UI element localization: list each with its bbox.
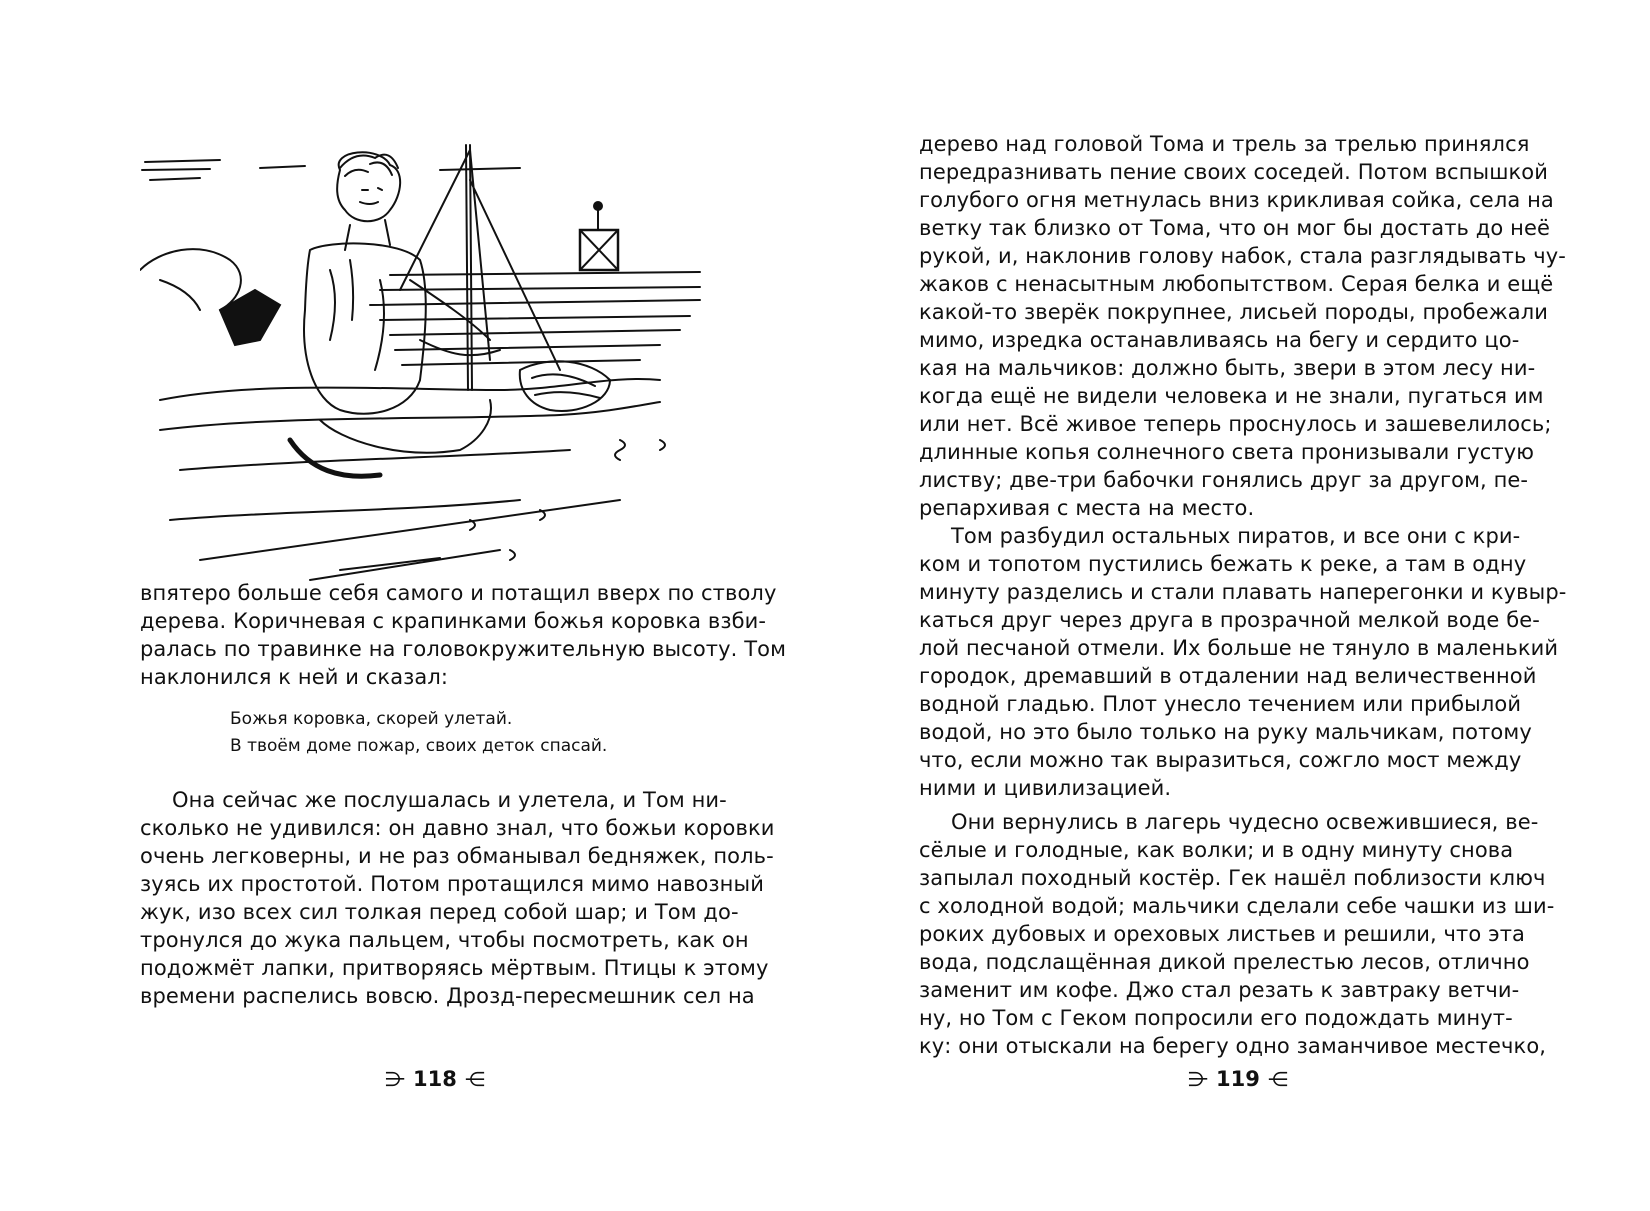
text-line: репархивая с места на место. (919, 496, 1255, 520)
text-line: жаков с ненасытным любопытством. Серая белка и ещё (919, 272, 1554, 296)
text-line: зуясь их простотой. Потом протащился мимо навозный (140, 872, 764, 896)
text-line: Том разбудил остальных пиратов, и все они с кри- (951, 524, 1521, 548)
text-line: сколько не удивился: он давно знал, что божьи коровки (140, 816, 775, 840)
text-line: жук, изо всех сил толкая перед собой шар; и Том до- (140, 900, 739, 924)
ornament-right-icon: ⋲ (1267, 1067, 1288, 1091)
text-line: листву; две-три бабочки гонялись друг за другом, пе- (919, 468, 1529, 492)
text-line: тронулся до жука пальцем, чтобы посмотреть, как он (140, 928, 749, 952)
page-number (385, 1063, 485, 1095)
text-line: длинные копья солнечного света пронизывали густую (919, 440, 1535, 464)
text-line: передразнивать пение своих соседей. Потом вспышкой (919, 160, 1549, 184)
ornament-left-icon: ⋺ (385, 1067, 405, 1091)
page-number-value: 118 (413, 1067, 457, 1091)
text-line: ну, но Том с Геком попросили его подождать минут- (919, 1006, 1513, 1030)
text-line: голубого огня метнулась вниз крикливая сойка, села на (919, 188, 1554, 212)
ornament-left-icon: ⋺ (1188, 1067, 1208, 1091)
text-line: какой-то зверёк покрупнее, лисьей породы, пробежали (919, 300, 1548, 324)
text-line: времени распелись вовсю. Дрозд-пересмешник сел на (140, 984, 755, 1008)
poem-line: В твоём доме пожар, своих деток спасай. (230, 736, 608, 756)
text-line: запылал походный костёр. Гек нашёл поблизости ключ (919, 866, 1546, 890)
text-line: вода, подслащённая дикой прелестью лесов, отлично (919, 950, 1530, 974)
text-line: каться друг через друга в прозрачной мелкой воде бе- (919, 608, 1540, 632)
text-line: что, если можно так выразиться, сожгло мост между (919, 748, 1522, 772)
page-number (1188, 1063, 1288, 1095)
text-line: очень легковерны, и не раз обманывал бедняжек, поль- (140, 844, 774, 868)
text-line: впятеро больше себя самого и потащил вверх по стволу (140, 581, 777, 605)
text-line: городок, дремавший в отдалении над величественной (919, 664, 1537, 688)
text-line: водой, но это было только на руку мальчикам, потому (919, 720, 1532, 744)
text-line: дерева. Коричневая с крапинками божья коровка взби- (140, 609, 767, 633)
text-line: когда ещё не видели человека и не знали, пугаться им (919, 384, 1544, 408)
text-line: подожмёт лапки, притворяясь мёртвым. Птицы к этому (140, 956, 769, 980)
page-number-value: 119 (1216, 1067, 1260, 1091)
text-line: мимо, изредка останавливаясь на бегу и сердито цо- (919, 328, 1520, 352)
ornament-right-icon: ⋲ (464, 1067, 485, 1091)
poem-line: Божья коровка, скорей улетай. (230, 709, 513, 729)
text-line: ком и топотом пустились бежать к реке, а там в одну (919, 552, 1527, 576)
text-line: лой песчаной отмели. Их больше не тянуло в маленький (919, 636, 1559, 660)
text-line: водной гладью. Плот унесло течением или прибылой (919, 692, 1522, 716)
text-line: роких дубовых и ореховых листьев и решили, что эта (919, 922, 1526, 946)
text-line: дерево над головой Тома и трель за трелью принялся (919, 132, 1530, 156)
text-line: наклонился к ней и сказал: (140, 665, 449, 689)
text-line: минуту разделись и стали плавать наперегонки и кувыр- (919, 580, 1567, 604)
text-line: рукой, и, наклонив голову набок, стала разглядывать чу- (919, 244, 1566, 268)
text-line: ралась по травинке на головокружительную высоту. Том (140, 637, 787, 661)
text-line: ветку так близко от Тома, что он мог бы достать до неё (919, 216, 1551, 240)
text-line: или нет. Всё живое теперь проснулось и зашевелилось; (919, 412, 1552, 436)
illustration-boy-on-raft (140, 140, 730, 590)
text-line: кая на мальчиков: должно быть, звери в этом лесу ни- (919, 356, 1536, 380)
text-line: ку: они отыскали на берегу одно заманчивое местечко, (919, 1034, 1547, 1058)
text-line: ними и цивилизацией. (919, 776, 1172, 800)
text-line: заменит им кофе. Джо стал резать к завтраку ветчи- (919, 978, 1520, 1002)
text-line: сёлые и голодные, как волки; и в одну минуту снова (919, 838, 1514, 862)
right-page (825, 0, 1650, 1211)
text-line: с холодной водой; мальчики сделали себе чашки из ши- (919, 894, 1555, 918)
text-line: Они вернулись в лагерь чудесно освежившиеся, ве- (951, 810, 1539, 834)
text-line: Она сейчас же послушалась и улетела, и Том ни- (172, 788, 727, 812)
